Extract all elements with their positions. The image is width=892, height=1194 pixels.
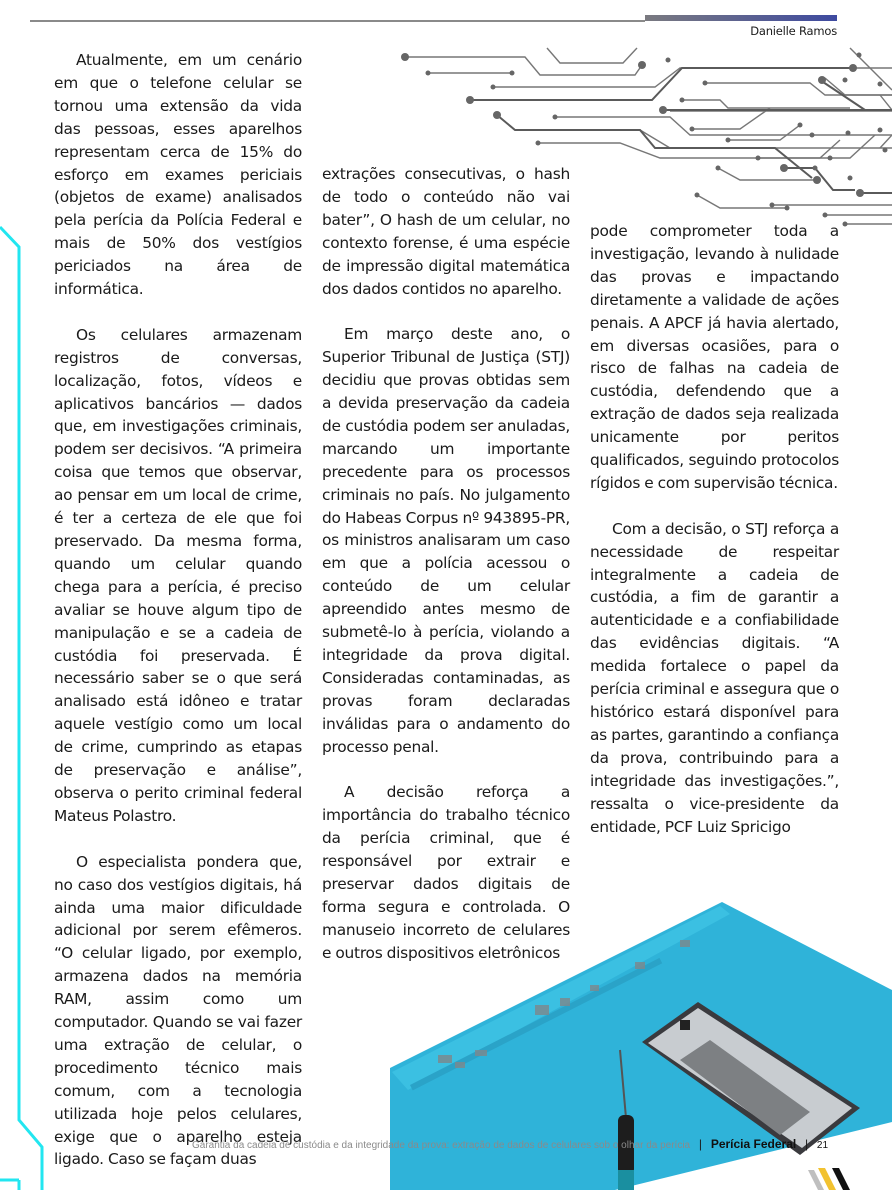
cyan-line-decoration bbox=[0, 225, 50, 1190]
author-name: Danielle Ramos bbox=[750, 24, 837, 38]
paragraph: Os celulares armazenam registros de conversas, localização, fotos, vídeos e aplicativos bancários — dados que, em investigações criminais, podem ser decisivos. “A primeira coisa que temos que observar, ao pensar em um local de crime, é ter a certeza de ele que foi preservado. Da mesma forma, quando um celular quando chega para a perícia, é preciso avaliar se houve algum tipo de manipulação e se a cadeia de custódia foi preservada. É necessário saber se o que será analisado está idôneo e tratar aquele vestígio como um local de crime, cumprindo as etapas de preservação e análise”, observa o perito criminal federal Mateus Polastro. bbox=[54, 325, 302, 825]
paragraph: extrações consecutivas, o hash de todo o conteúdo não vai bater”, O hash de um celular, no contexto forense, é uma espécie de impressão digital matemática dos dados contidos no aparelho. bbox=[322, 165, 570, 298]
footer-separator: | bbox=[804, 1137, 809, 1151]
article-column-1 bbox=[54, 49, 302, 1194]
paragraph: O especialista pondera que, no caso dos vestígios digitais, há ainda uma maior dificuldade adicional por serem efêmeros. “O celular ligado, por exemplo, armazena dados na memória RAM, assim como um computador. Quando se vai fazer uma extração de celular, o procedimento técnico mais comum, com a tecnologia utilizada hoje pelos celulares, exige que o aparelho esteja ligado. Caso se façam duas bbox=[54, 852, 302, 1169]
paragraph: pode comprometer toda a investigação, levando à nulidade das provas e impactando diretamente a validade de ações penais. A APCF já havia alertado, em diversas ocasiões, para o risco de falhas na cadeia de custódia, defendendo que a extração de dados seja realizada unicamente por peritos qualificados, seguindo protocolos rígidos e com supervisão técnica. bbox=[590, 222, 839, 492]
article-column-2 bbox=[322, 163, 570, 988]
header-accent-bar bbox=[645, 15, 837, 21]
paragraph: Atualmente, em um cenário em que o telefone celular se tornou uma extensão da vida das pessoas, esses aparelhos representam cerca de 15% do esforço em exames periciais (objetos de exame) analisados pela perícia da Polícia Federal e mais de 50% dos vestígios periciados na área de informática. bbox=[54, 51, 302, 299]
paragraph: A decisão reforça a importância do trabalho técnico da perícia criminal, que é responsável por extrair e preservar dados digitais de forma segura e controlada. O manuseio incorreto de celulares e outros dispositivos eletrônicos bbox=[322, 783, 570, 962]
footer-article-title: Garantia da cadeia de custódia e da integridade da prova: extração de dados de celulares sob o olhar da perícia bbox=[192, 1140, 691, 1151]
paragraph: Com a decisão, o STJ reforça a necessidade de respeitar integralmente a cadeia de custódia, a fim de garantir a autenticidade e a confiabilidade das evidências digitais. “A medida fortalece o papel da perícia criminal e assegura que o histórico estará disponível para as partes, garantindo a confiança da prova, contribuindo para a integridade das investigações.”, ressalta o vice-presidente da entidade, PCF Luiz Spricigo bbox=[590, 519, 839, 836]
paragraph: Em março deste ano, o Superior Tribunal de Justiça (STJ) decidiu que provas obtidas sem a devida preservação da cadeia de custódia podem ser anuladas, marcando um importante precedente para os processos criminais no país. No julgamento do Habeas Corpus nº 943895-PR, os ministros analisaram um caso em que a polícia acessou o conteúdo de um celular apreendido antes mesmo de submetê-lo à perícia, violando a integridade da prova digital. Consideradas contaminadas, as provas foram declaradas inválidas para o andamento do processo penal. bbox=[322, 325, 570, 756]
footer-separator: | bbox=[698, 1137, 703, 1151]
header-rule bbox=[30, 20, 645, 22]
publication-logo-stripes bbox=[808, 1168, 868, 1190]
article-column-3 bbox=[590, 220, 839, 861]
page-footer bbox=[192, 1137, 828, 1151]
page-number: 21 bbox=[816, 1140, 829, 1151]
footer-publication-name: Perícia Federal bbox=[710, 1137, 797, 1151]
